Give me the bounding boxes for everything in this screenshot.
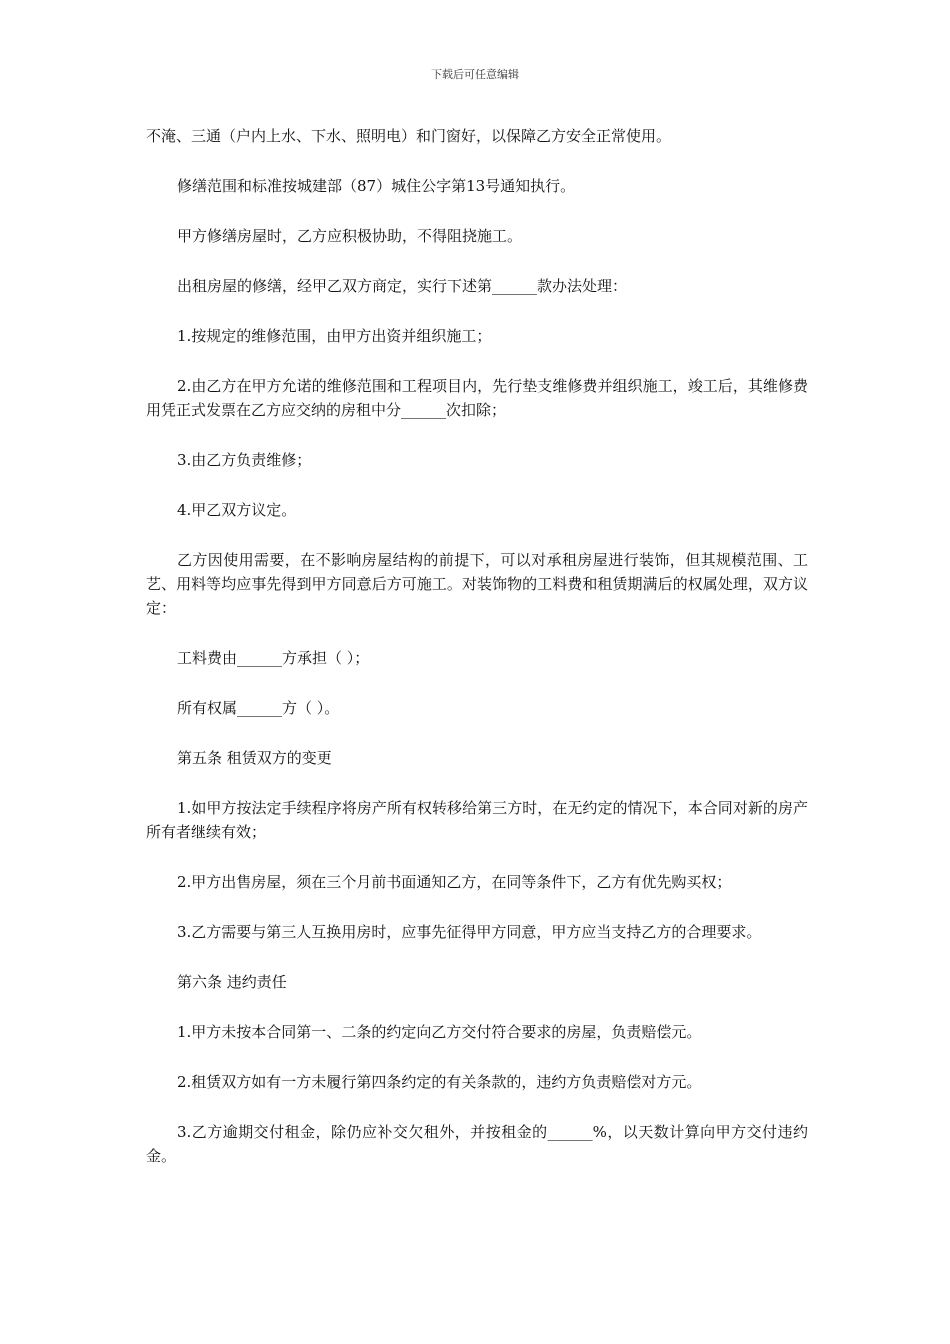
page-header: 下载后可任意编辑 — [431, 68, 519, 81]
paragraph-liability-2: 2.租赁双方如有一方未履行第四条约定的有关条款的，违约方负责赔偿对方元。 — [177, 1073, 702, 1091]
paragraph-option-2: 2.由乙方在甲方允诺的维修范围和工程项目内，先行垫支维修费并组织施工，竣工后，其维修费用凭正式发票在乙方应交纳的房租中分______次扣除； — [146, 377, 808, 419]
paragraph-continuation: 不淹、三通（户内上水、下水、照明电）和门窗好，以保障乙方安全正常使用。 — [146, 127, 672, 145]
paragraph-repair-cooperation: 甲方修缮房屋时，乙方应积极协助，不得阻挠施工。 — [177, 227, 523, 245]
paragraph-change-3: 3.乙方需要与第三人互换用房时，应事先征得甲方同意，甲方应当支持乙方的合理要求。 — [177, 923, 762, 941]
paragraph-liability-3: 3.乙方逾期交付租金，除仍应补交欠租外，并按租金的______%，以天数计算向甲方交付违约金。 — [146, 1123, 808, 1165]
paragraph-decoration: 乙方因使用需要，在不影响房屋结构的前提下，可以对承租房屋进行装饰，但其规模范围、工艺、用料等均应事先得到甲方同意后方可施工。对装饰物的工料费和租赁期满后的权属处理，双方议定： — [146, 551, 808, 617]
paragraph-repair-method: 出租房屋的修缮，经甲乙双方商定，实行下述第______款办法处理： — [177, 277, 628, 295]
paragraph-option-3: 3.由乙方负责维修； — [177, 451, 312, 469]
document-body — [146, 124, 808, 1194]
paragraph-change-1: 1.如甲方按法定手续程序将房产所有权转移给第三方时，在无约定的情况下，本合同对新的房产所有者继续有效； — [146, 799, 808, 841]
paragraph-labor-cost: 工料费由______方承担（ ）； — [177, 649, 370, 667]
section-heading-article-5: 第五条 租赁双方的变更 — [177, 749, 332, 767]
section-heading-article-6: 第六条 违约责任 — [177, 973, 287, 991]
paragraph-change-2: 2.甲方出售房屋，须在三个月前书面通知乙方，在同等条件下，乙方有优先购买权； — [177, 873, 732, 891]
paragraph-option-4: 4.甲乙双方议定。 — [177, 501, 297, 519]
paragraph-option-1: 1.按规定的维修范围，由甲方出资并组织施工； — [177, 327, 492, 345]
paragraph-repair-scope: 修缮范围和标准按城建部（87）城住公字第13号通知执行。 — [177, 177, 576, 195]
paragraph-ownership: 所有权属______方（ ）。 — [177, 699, 340, 717]
paragraph-liability-1: 1.甲方未按本合同第一、二条的约定向乙方交付符合要求的房屋，负责赔偿元。 — [177, 1023, 702, 1041]
